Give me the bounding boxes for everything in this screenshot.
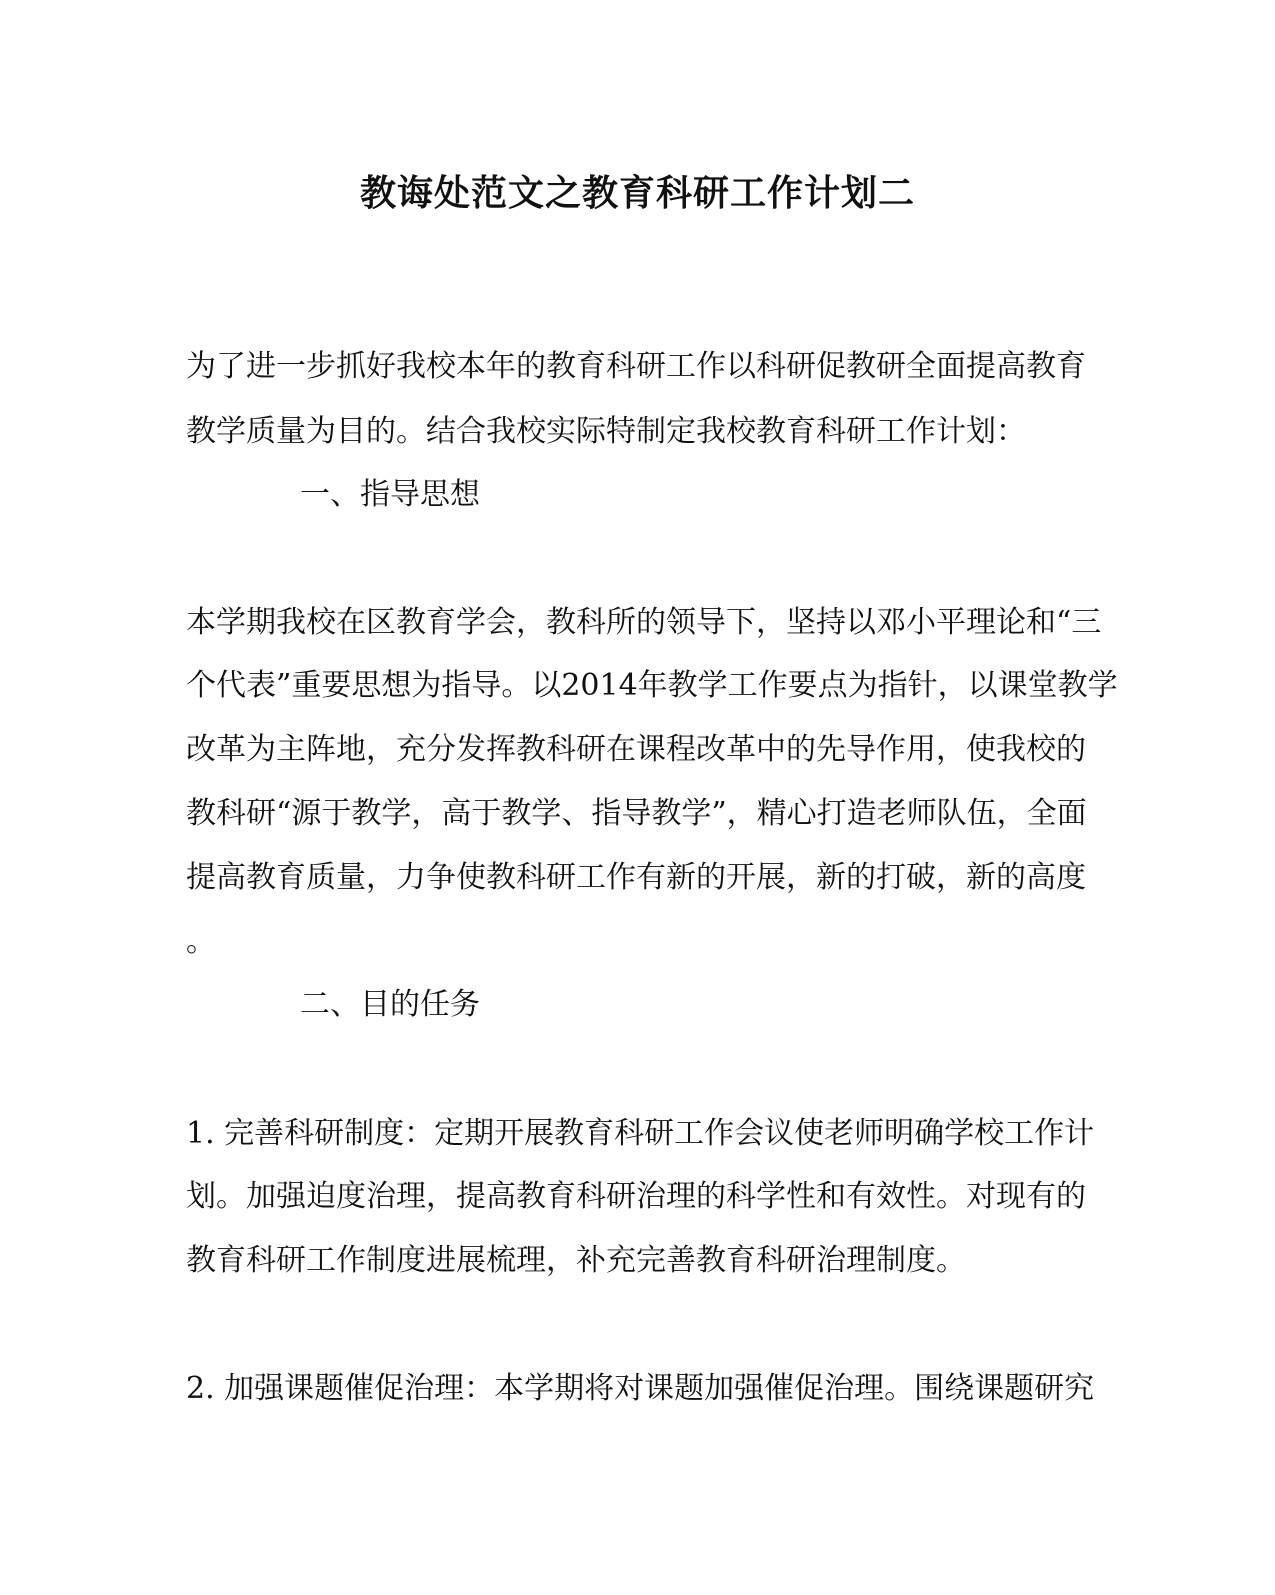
section-heading-goals-tasks: 二、目的任务 bbox=[300, 987, 480, 1022]
section1-line-1: 本学期我校在区教育学会，教科所的领导下，坚持以邓小平理论和“三 bbox=[186, 605, 1102, 640]
intro-line-1: 为了进一步抓好我校本年的教育科研工作以科研促教研全面提高教育 bbox=[186, 349, 1086, 384]
section1-line-3: 改革为主阵地，充分发挥教科研在课程改革中的先导作用，使我校的 bbox=[186, 732, 1086, 767]
section-heading-guiding-ideas: 一、指导思想 bbox=[300, 477, 480, 512]
item1-line-2: 划。加强迫度治理，提高教育科研治理的科学性和有效性。对现有的 bbox=[186, 1179, 1086, 1214]
section1-line-4: 教科研“源于教学，高于教学、指导教学”，精心打造老师队伍，全面 bbox=[186, 796, 1087, 831]
intro-line-2: 教学质量为目的。结合我校实际特制定我校教育科研工作计划： bbox=[186, 414, 1026, 449]
item1-line-1: 1. 完善科研制度：定期开展教育科研工作会议使老师明确学校工作计 bbox=[186, 1116, 1095, 1151]
document-title: 教诲处范文之教育科研工作计划二 bbox=[359, 172, 915, 214]
section1-line-5: 提高教育质量，力争使教科研工作有新的开展，新的打破，新的高度 bbox=[186, 860, 1086, 895]
item1-line-3: 教育科研工作制度进展梳理，补充完善教育科研治理制度。 bbox=[186, 1243, 966, 1278]
section1-line-6: 。 bbox=[186, 924, 216, 959]
item2-line-1: 2. 加强课题催促治理：本学期将对课题加强催促治理。围绕课题研究 bbox=[186, 1371, 1095, 1406]
section1-line-2: 个代表”重要思想为指导。以2014年教学工作要点为指针，以课堂教学 bbox=[186, 668, 1118, 703]
